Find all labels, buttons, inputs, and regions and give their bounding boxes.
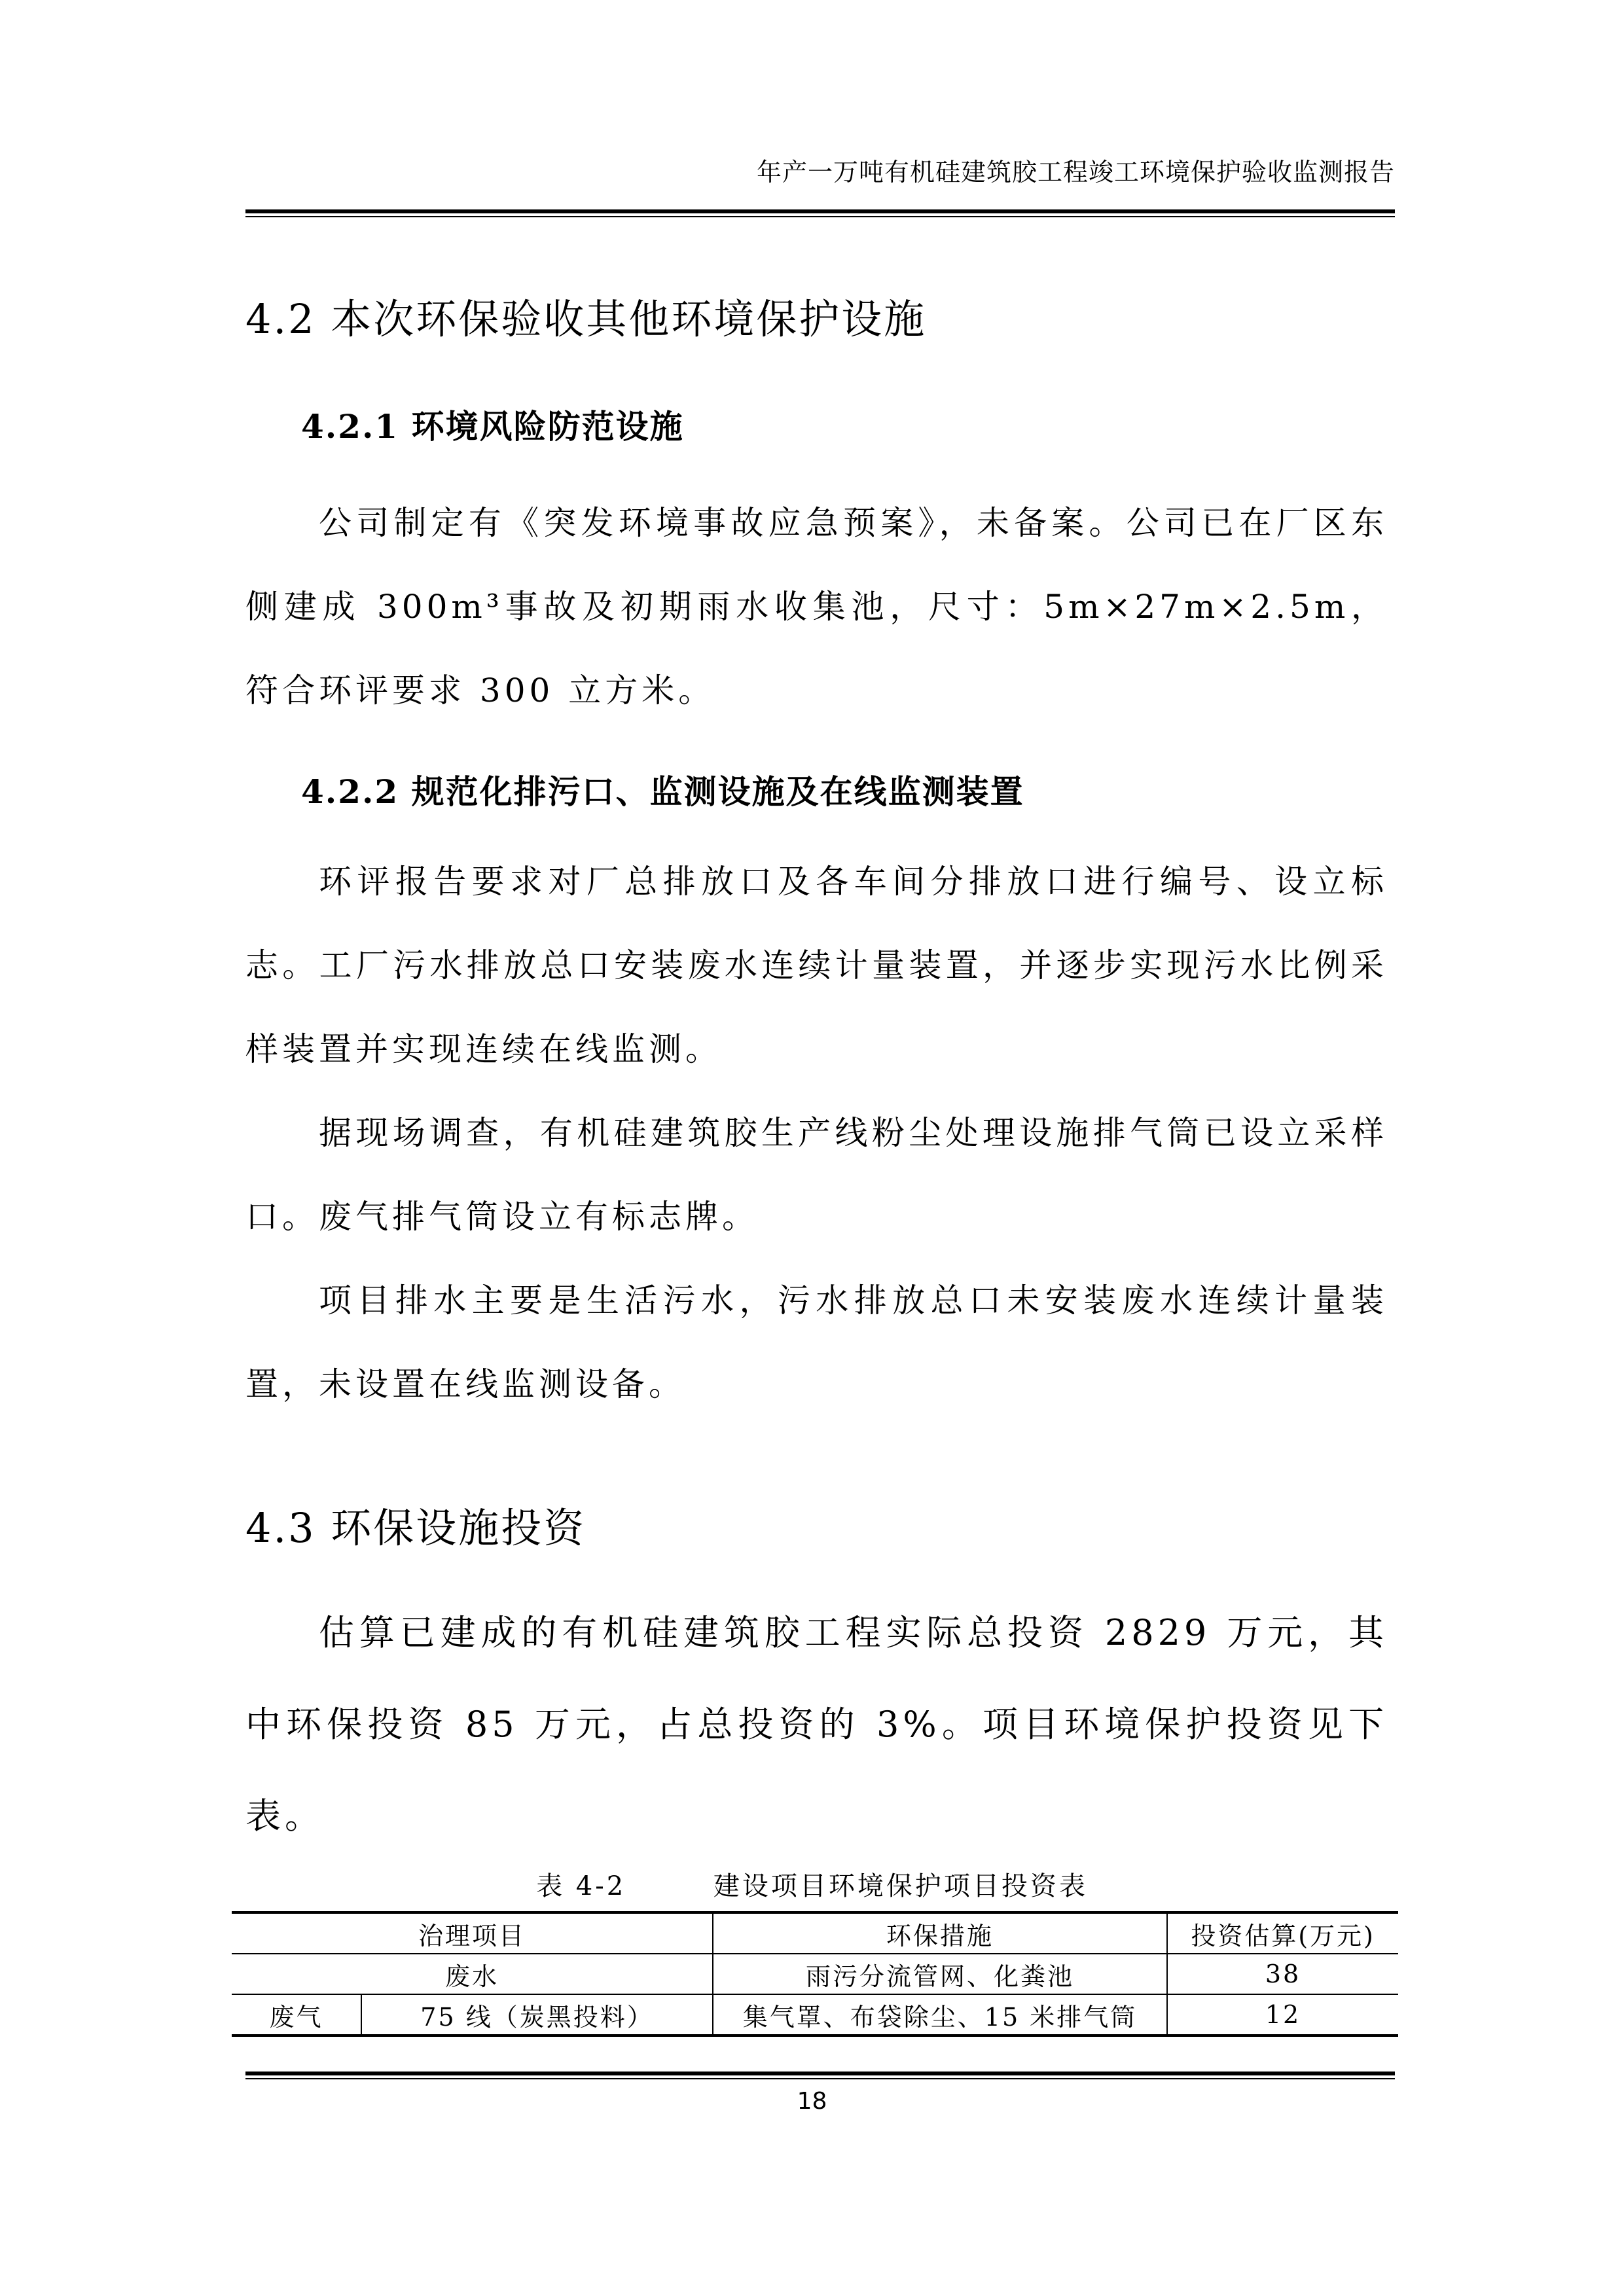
table-header-item: 治理项目 [232, 1912, 713, 1954]
header-rule-thin [245, 216, 1395, 217]
table-cell-category: 废水 [232, 1954, 713, 1994]
table-row [232, 1954, 1398, 1994]
footer-rule [245, 2072, 1395, 2081]
table-cell-subitem: 75 线（炭黑投料） [361, 1994, 713, 2036]
page-number: 18 [797, 2088, 827, 2115]
subsection-heading-4-2-1: 4.2.1 环境风险防范设施 [301, 407, 684, 446]
table-header-row [232, 1912, 1398, 1954]
paragraph-site-survey: 据现场调查，有机硅建筑胶生产线粉尘处理设施排气筒已设立采样口。废气排气筒设立有标志牌。 [245, 1114, 1388, 1236]
paragraph-investment: 估算已建成的有机硅建筑胶工程实际总投资 2829 万元，其中环保投资 85 万元，占总投资的 3%。项目环境保护投资见下表。 [245, 1612, 1388, 1837]
section-heading-4-2: 4.2 本次环保验收其他环境保护设施 [245, 295, 927, 343]
table-cell-cost: 38 [1167, 1954, 1398, 1994]
table-header-measure: 环保措施 [713, 1912, 1167, 1954]
paragraph-outlet-requirements: 环评报告要求对厂总排放口及各车间分排放口进行编号、设立标志。工厂污水排放总口安装废水连续计量装置，并逐步实现污水比例采样装置并实现连续在线监测。 [245, 863, 1388, 1068]
running-header: 年产一万吨有机硅建筑胶工程竣工环境保护验收监测报告 [756, 158, 1395, 187]
footer-rule-thin [245, 2078, 1395, 2079]
table-caption: 表 4-2 建设项目环境保护项目投资表 [536, 1871, 1088, 1901]
table-cell-measure: 集气罩、布袋除尘、15 米排气筒 [713, 1994, 1167, 2036]
subsection-heading-4-2-2: 4.2.2 规范化排污口、监测设施及在线监测装置 [301, 772, 1024, 811]
table-cell-cost: 12 [1167, 1994, 1398, 2036]
paragraph-drainage: 项目排水主要是生活污水，污水排放总口未安装废水连续计量装置，未设置在线监测设备。 [245, 1282, 1388, 1403]
table-header-cost: 投资估算(万元) [1167, 1912, 1398, 1954]
header-rule [245, 209, 1395, 219]
footer-rule-thick [245, 2072, 1395, 2075]
section-heading-4-3: 4.3 环保设施投资 [245, 1504, 586, 1552]
table-row [232, 1994, 1398, 2036]
header-rule-thick [245, 209, 1395, 213]
investment-table [232, 1911, 1398, 2037]
table-cell-category: 废气 [232, 1994, 361, 2036]
paragraph-risk-facilities: 公司制定有《突发环境事故应急预案》，未备案。公司已在厂区东侧建成 300m³事故及初期雨水收集池，尺寸：5m×27m×2.5m，符合环评要求 300 立方米。 [245, 504, 1388, 709]
table-cell-measure: 雨污分流管网、化粪池 [713, 1954, 1167, 1994]
